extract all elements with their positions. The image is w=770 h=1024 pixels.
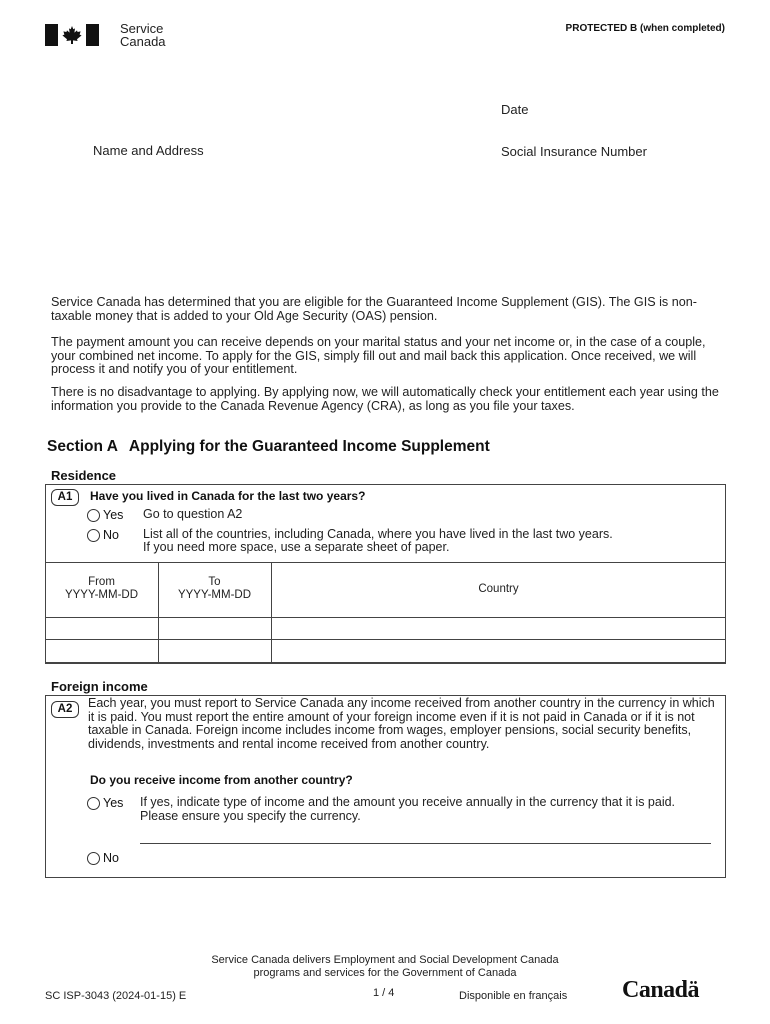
a2-no-radio[interactable] [87,852,100,865]
page-number: 1 / 4 [373,987,395,999]
from-column-header: From YYYY-MM-DD [64,576,139,601]
name-address-label: Name and Address [93,143,204,158]
date-label: Date [501,102,529,117]
a2-yes-instruction: If yes, indicate type of income and the amount you receive annually in the currency that it is paid. Please ensure you specify the currency. [140,795,676,823]
a1-yes-label: Yes [103,508,124,522]
a2-no-label: No [103,851,119,865]
a2-yes-radio[interactable] [87,797,100,810]
a2-instructions: Each year, you must report to Service Canada any income received from another country in the currency in which it is paid. You must report the entire amount of your foreign income even if it is not paid in Canada or if it is not taxable in Canada. Foreign income includes income from wages, employer pensions, social security benefits, dividends, investments and rental income received from another country. [88,696,715,751]
question-tag-a1: A1 [51,489,79,506]
sin-label: Social Insurance Number [501,144,647,159]
residence-heading: Residence [51,468,117,483]
country-column-header: Country [478,583,519,595]
question-tag-a2: A2 [51,701,79,718]
a2-income-entry-line[interactable] [140,843,711,844]
residence-table [45,562,726,663]
row2-from-cell[interactable] [46,640,158,662]
maple-leaf-icon [62,26,82,44]
row1-to-cell[interactable] [159,618,271,639]
form-id: SC ISP-3043 (2024-01-15) E [45,990,187,1002]
a1-yes-instruction: Go to question A2 [143,507,243,521]
a1-question: Have you lived in Canada for the last two years? [90,489,366,503]
service-canada-brand: Service Canada [120,21,166,49]
foreign-income-heading: Foreign income [51,679,148,694]
protected-label: PROTECTED B (when completed) [565,23,725,34]
a1-no-label: No [103,528,119,542]
row1-country-cell[interactable] [272,618,725,639]
row2-country-cell[interactable] [272,640,725,662]
section-a-title: Section A Applying for the Guaranteed Income Supplement [47,438,490,455]
a2-question: Do you receive income from another country? [90,773,353,787]
a2-yes-label: Yes [103,796,124,810]
to-column-header: To YYYY-MM-DD [177,576,252,601]
intro-paragraph-3: There is no disadvantage to applying. By applying now, we will automatically check your entitlement each year using the information you provide to the Canada Revenue Agency (CRA), as long as you file your taxes. [51,385,719,413]
footer-delivers-text: Service Canada delivers Employment and Social Development Canada programs and services for the Government of Canada [211,954,559,979]
intro-paragraph-2: The payment amount you can receive depends on your marital status and your net income or, in the case of a couple, your combined net income. To apply for the GIS, simply fill out and mail back this application. Once received, we will process it and notify you of your entitlement. [51,335,706,376]
a1-no-radio[interactable] [87,529,100,542]
canada-flag-logo [45,24,99,46]
a1-yes-radio[interactable] [87,509,100,522]
french-available-text: Disponible en français [459,990,568,1002]
a1-no-instruction-2: If you need more space, use a separate sheet of paper. [143,540,450,554]
a1-no-instruction-1: List all of the countries, including Canada, where you have lived in the last two years. [143,527,613,541]
row1-from-cell[interactable] [46,618,158,639]
canada-wordmark-logo: Canadä [622,977,700,1003]
row2-to-cell[interactable] [159,640,271,662]
intro-paragraph-1: Service Canada has determined that you are eligible for the Guaranteed Income Supplement (GIS). The GIS is non-taxable money that is added to your Old Age Security (OAS) pension. [51,295,697,323]
